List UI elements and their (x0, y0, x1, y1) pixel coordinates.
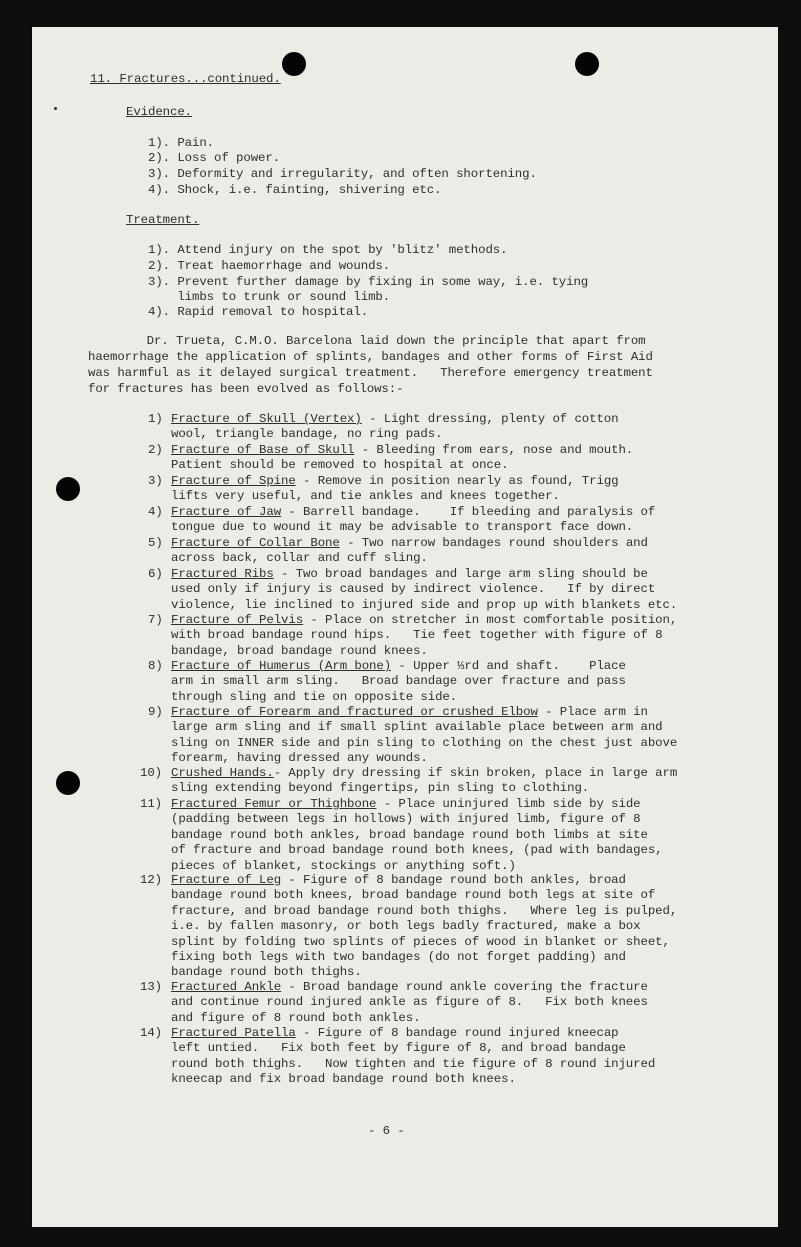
fracture-title: Fracture of Forearm and fractured or crushed Elbow (171, 705, 538, 719)
fracture-text: fracture, and broad bandage round both thighs. Where leg is pulped, (171, 903, 678, 918)
fracture-text: through sling and tie on opposite side. (171, 689, 458, 704)
fracture-title: Fracture of Pelvis (171, 613, 304, 627)
treatment-item: 2). Treat haemorrhage and wounds. (148, 259, 391, 273)
fracture-text: bandage round both thighs. (171, 965, 362, 980)
fracture-text: used only if injury is caused by indirect violence. If by direct (171, 582, 656, 597)
treatment-item: 3). Prevent further damage by fixing in some way, i.e. tying (148, 275, 589, 289)
punch-hole (575, 52, 599, 76)
fracture-entry-line (171, 613, 677, 628)
fracture-entry-line (171, 536, 648, 551)
intro-line: haemorrhage the application of splints, bandages and other forms of First Aid (88, 350, 653, 364)
fracture-title: Fractured Ankle (171, 980, 282, 994)
fracture-number: 1) (148, 412, 163, 426)
fracture-text: arm in small arm sling. Broad bandage over fracture and pass (171, 674, 626, 689)
fracture-text: - Upper ⅓rd and shaft. Place (391, 659, 626, 673)
evidence-item: 2). Loss of power. (148, 151, 281, 165)
fracture-entry-line (171, 659, 626, 674)
fracture-text: - Bleeding from ears, nose and mouth. (354, 443, 634, 457)
fracture-entry-line (171, 474, 619, 489)
page-number: - 6 - (368, 1124, 405, 1138)
punch-hole (282, 52, 306, 76)
fracture-text: pieces of blanket, stockings or anything soft.) (171, 858, 516, 873)
fracture-text: fixing both legs with two bandages (do not forget padding) and (171, 950, 626, 964)
fracture-text: wool, triangle bandage, no ring pads. (171, 427, 443, 442)
fracture-title: Crushed Hands. (171, 766, 274, 780)
fracture-number: 14) (140, 1026, 163, 1040)
punch-hole (56, 771, 80, 795)
treatment-item: 4). Rapid removal to hospital. (148, 305, 369, 319)
fracture-text: - Figure of 8 bandage round injured kneecap (295, 1026, 619, 1040)
fracture-number: 2) (148, 443, 163, 457)
fracture-text: left untied. Fix both feet by figure of 8, and broad bandage (171, 1041, 626, 1056)
fracture-number: 9) (148, 705, 163, 719)
evidence-item: 1). Pain. (148, 136, 215, 150)
fracture-number: 8) (148, 659, 163, 673)
fracture-entry-line (171, 567, 648, 582)
treatment-item: 1). Attend injury on the spot by 'blitz' methods. (148, 243, 508, 257)
fracture-number: 7) (148, 613, 163, 627)
fracture-text: - Broad bandage round ankle covering the fracture (281, 980, 648, 994)
section-header: 11. Fractures...continued. (90, 72, 281, 86)
fracture-text: bandage round both ankles, broad bandage round both limbs at site (171, 827, 648, 842)
fracture-text: lifts very useful, and tie ankles and knees together. (171, 489, 560, 504)
fracture-text: splint by folding two splints of pieces of wood in blanket or sheet, (171, 934, 670, 949)
intro-line: was harmful as it delayed surgical treatment. Therefore emergency treatment (88, 366, 653, 380)
fracture-text: round both thighs. Now tighten and tie figure of 8 round injured (171, 1056, 656, 1071)
fracture-text: sling on INNER side and pin sling to clothing on the chest just above (171, 735, 678, 750)
fracture-number: 13) (140, 980, 163, 994)
ink-mark (54, 107, 57, 110)
fracture-text: forearm, having dressed any wounds. (171, 751, 428, 766)
fracture-title: Fracture of Skull (Vertex) (171, 412, 362, 426)
fracture-number: 6) (148, 567, 163, 581)
fracture-entry-line (171, 705, 648, 720)
fracture-number: 10) (140, 766, 163, 780)
fracture-entry-line (171, 766, 677, 781)
fracture-text: kneecap and fix broad bandage round both knees. (171, 1072, 516, 1087)
fracture-title: Fracture of Collar Bone (171, 536, 340, 550)
fracture-text: of fracture and broad bandage round both knees, (pad with bandages, (171, 843, 663, 858)
fracture-text: large arm sling and if small splint available place between arm and (171, 720, 663, 735)
evidence-item: 4). Shock, i.e. fainting, shivering etc. (148, 183, 442, 197)
fracture-title: Fracture of Humerus (Arm bone) (171, 659, 392, 673)
fracture-number: 12) (140, 873, 163, 887)
fracture-text: - Remove in position nearly as found, Trigg (295, 474, 619, 488)
fracture-text: across back, collar and cuff sling. (171, 551, 428, 566)
fracture-title: Fracture of Jaw (171, 505, 282, 519)
fracture-text: and continue round injured ankle as figure of 8. Fix both knees (171, 995, 648, 1010)
intro-line: for fractures has been evolved as follows:- (88, 382, 404, 396)
fracture-text: bandage round both knees, broad bandage round both legs at site of (171, 888, 656, 903)
fracture-text: - Light dressing, plenty of cotton (361, 412, 619, 426)
fracture-title: Fracture of Spine (171, 474, 296, 488)
fracture-entry-line (171, 505, 655, 520)
fracture-text: and figure of 8 round both ankles. (171, 1010, 421, 1025)
fracture-text: - Two narrow bandages round shoulders and (339, 536, 648, 550)
fracture-entry-line (171, 797, 641, 812)
fracture-title: Fractured Patella (171, 1026, 296, 1040)
fracture-text: - Figure of 8 bandage round both ankles, broad (281, 873, 626, 887)
fracture-title: Fractured Ribs (171, 567, 274, 581)
fracture-text: - Place arm in (537, 705, 648, 719)
fracture-entry-line (171, 1026, 619, 1041)
evidence-item: 3). Deformity and irregularity, and often shortening. (148, 167, 537, 181)
document-page (32, 27, 778, 1227)
fracture-number: 4) (148, 505, 163, 519)
fracture-entry-line (171, 412, 618, 427)
fracture-entry-line (171, 980, 648, 995)
fracture-text: Patient should be removed to hospital at once. (171, 458, 509, 473)
fracture-text: i.e. by fallen masonry, or both legs badly fractured, make a box (171, 919, 641, 934)
fracture-title: Fracture of Base of Skull (171, 443, 355, 457)
fracture-text: - Apply dry dressing if skin broken, place in large arm (273, 766, 678, 780)
fracture-text: - Two broad bandages and large arm sling should be (273, 567, 648, 581)
fracture-text: bandage, broad bandage round knees. (171, 643, 428, 658)
fracture-text: (padding between legs in hollows) with injured limb, figure of 8 (171, 812, 641, 827)
evidence-heading: Evidence. (126, 105, 193, 119)
fracture-title: Fracture of Leg (171, 873, 282, 887)
fracture-title: Fractured Femur or Thighbone (171, 797, 377, 811)
fracture-number: 11) (140, 797, 163, 811)
treatment-heading: Treatment. (126, 213, 200, 227)
fracture-text: violence, lie inclined to injured side and prop up with blankets etc. (171, 597, 678, 612)
fracture-number: 3) (148, 474, 163, 488)
punch-hole (56, 477, 80, 501)
fracture-number: 5) (148, 536, 163, 550)
fracture-text: sling extending beyond fingertips, pin sling to clothing. (171, 781, 590, 796)
fracture-text: - Place uninjured limb side by side (376, 797, 641, 811)
fracture-entry-line (171, 443, 633, 458)
fracture-text: tongue due to wound it may be advisable to transport face down. (171, 520, 634, 535)
fracture-text: - Place on stretcher in most comfortable position, (303, 613, 678, 627)
fracture-text: - Barrell bandage. If bleeding and paralysis of (281, 505, 656, 519)
fracture-text: with broad bandage round hips. Tie feet together with figure of 8 (171, 628, 663, 643)
intro-line: Dr. Trueta, C.M.O. Barcelona laid down the principle that apart from (88, 334, 646, 348)
treatment-item: limbs to trunk or sound limb. (148, 290, 391, 304)
fracture-entry-line (171, 873, 626, 888)
